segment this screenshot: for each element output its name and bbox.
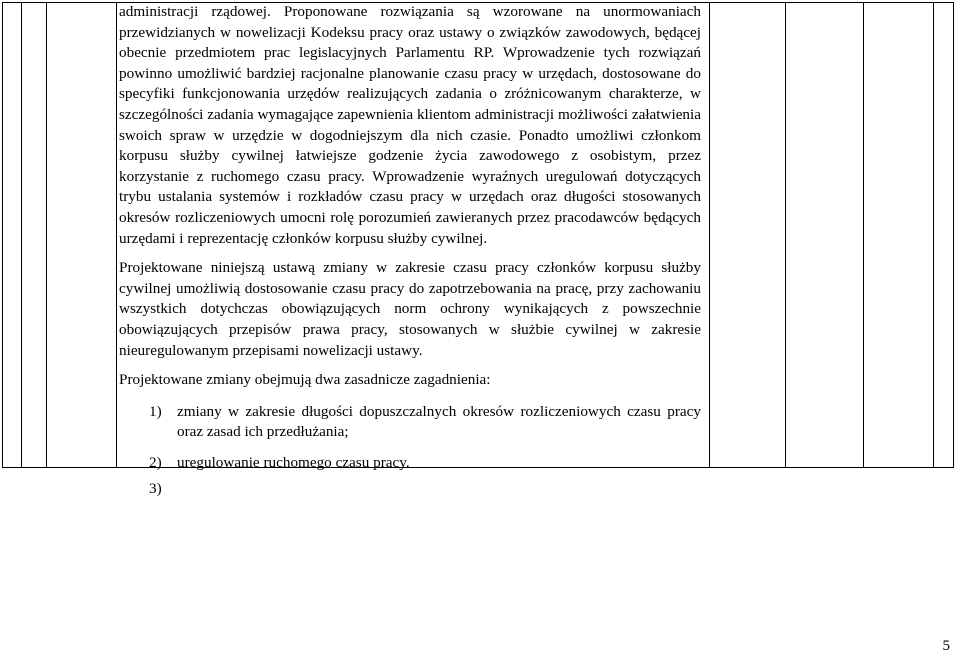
issues-list: [119, 402, 701, 500]
column-divider: [785, 3, 786, 467]
column-divider: [46, 3, 47, 467]
page-number: 5: [942, 638, 950, 654]
list-text: uregulowanie ruchomego czasu pracy.: [177, 453, 410, 471]
list-item: [119, 479, 701, 500]
justification-text: [119, 2, 701, 500]
list-item: [119, 453, 701, 474]
list-number: 1): [149, 402, 162, 420]
column-divider: [863, 3, 864, 467]
column-divider: [116, 3, 117, 467]
column-divider: [709, 3, 710, 467]
list-number: 2): [149, 453, 162, 471]
paragraph-3: Projektowane zmiany obejmują dwa zasadnicze zagadnienia:: [119, 371, 491, 389]
list-text: zmiany w zakresie długości dopuszczalnych okresów rozliczeniowych czasu pracy oraz zasad ich przedłużania;: [177, 402, 701, 441]
list-item: [119, 402, 701, 443]
paragraph-1: administracji rządowej. Proponowane rozwiązania są wzorowane na unormowaniach przewidzianych w nowelizacji Kodeksu pracy oraz ustawy o związków zawodowych, będącej obecnie przedmiotem prac legislacyjnych Parlamentu RP. Wprowadzenie tych rozwiązań powinno umożliwić bardziej racjonalne planowanie czasu pracy w urzędach, dostosowane do specyfiki funkcjonowania urzędów realizujących zadania o zróżnicowanym charakterze, w szczególności zadania wymagające zapewnienia klientom administracji możliwości załatwienia swoich spraw w urzędzie w dogodniejszym dla nich czasie. Ponadto umożliwi członkom korpusu służby cywilnej łatwiejsze godzenie życia zawodowego z osobistym, przez korzystanie z ruchomego czasu pracy. Wprowadzenie wyraźnych uregulowań dotyczących trybu ustalania systemów i rozkładów czasu pracy w urzędach oraz długości stosowanych okresów rozliczeniowych umocni rolę porozumień zawieranych przez pracodawców będących urzędami i reprezentację członków korpusu służby cywilnej.: [119, 3, 701, 247]
column-divider: [21, 3, 22, 467]
paragraph-2: Projektowane niniejszą ustawą zmiany w zakresie czasu pracy członków korpusu służby cywilnej umożliwią dostosowanie czasu pracy do zapotrzebowania na pracę, przy zachowaniu wszystkich dotychczas obowiązujących norm ochrony wynikających z powszechnie obowiązujących przepisów prawa pracy, stosowanych w służbie cywilnej w zakresie nieuregulowanym przepisami nowelizacji ustawy.: [119, 259, 701, 359]
list-number: 3): [149, 480, 162, 498]
column-divider: [933, 3, 934, 467]
